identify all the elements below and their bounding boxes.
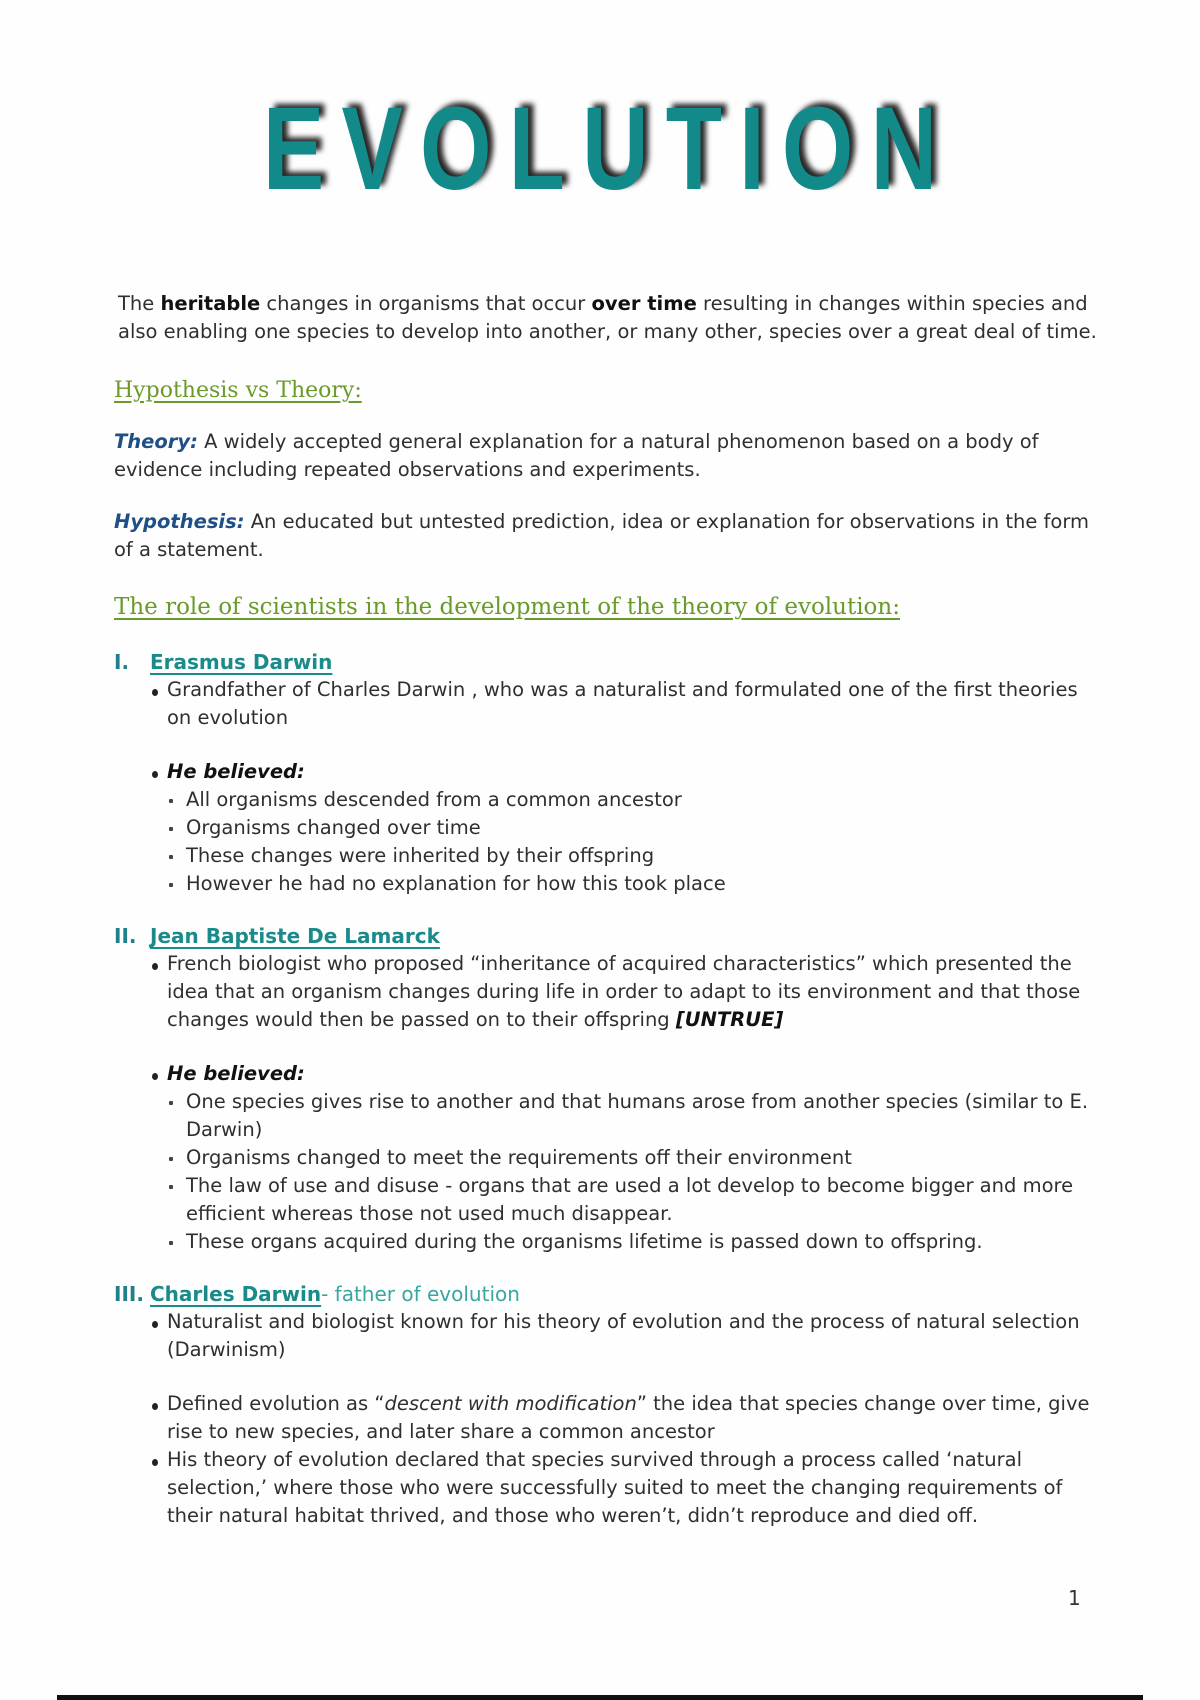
hypothesis-definition (114, 508, 1104, 564)
page-number: 1 (1068, 1586, 1081, 1610)
heading-hypothesis-vs-theory: Hypothesis vs Theory: (114, 378, 362, 403)
intro-text: resulting in changes within species and also enabling one species to develop into another, or many other, species over a great deal of time. (118, 292, 1097, 343)
list-item: Grandfather of Charles Darwin , who was a naturalist and formulated one of the first theories on evolution (150, 676, 1104, 732)
bullet-list (150, 950, 1104, 1256)
list-item-believed (150, 1060, 1104, 1256)
sub-list-item: These changes were inherited by their offspring (167, 842, 1104, 870)
bullet-list (150, 676, 1104, 898)
description-text: French biologist who proposed “inheritance of acquired characteristics” which presented the idea that an organism changes during life in order to adapt to its environment and that those changes would then be passed on to their offspring (167, 952, 1081, 1031)
scientist-section-charles-darwin (114, 1280, 1104, 1530)
sub-list-item: However he had no explanation for how this took place (167, 870, 1104, 898)
heading-role-of-scientists: The role of scientists in the development of the theory of evolution: (114, 594, 900, 620)
believed-label: He believed: (167, 760, 305, 783)
bullet-list (150, 1308, 1104, 1530)
untrue-tag: [UNTRUE] (675, 1008, 784, 1031)
hypothesis-text: An educated but untested prediction, idea or explanation for observations in the form of a statement. (114, 510, 1090, 561)
point-text: ” the idea that species change over time, give rise to new species, and later share a common ancestor (167, 1392, 1090, 1443)
page-title: EVOLUTION (262, 83, 955, 215)
sub-list-item: Organisms changed to meet the requirements off their environment (167, 1144, 1104, 1172)
scientist-heading (114, 1280, 1104, 1308)
roman-numeral: III. (114, 1282, 144, 1306)
sub-list-item: Organisms changed over time (167, 814, 1104, 842)
emphasis-descent-with-modification: descent with modification (384, 1392, 637, 1415)
sub-list-item: The law of use and disuse - organs that are used a lot develop to become bigger and more efficient whereas those not used much disappear. (167, 1172, 1104, 1228)
scientist-subtitle: - father of evolution (321, 1282, 520, 1306)
scientist-heading (114, 922, 1104, 950)
point-text: Defined evolution as “ (167, 1392, 385, 1415)
scientist-name: Erasmus Darwin (150, 650, 333, 674)
roman-numeral: II. (114, 924, 137, 948)
sub-list-item: One species gives rise to another and that humans arose from another species (similar to E. Darwin) (167, 1088, 1104, 1144)
list-item: Naturalist and biologist known for his theory of evolution and the process of natural selection (Darwinism) (150, 1308, 1104, 1364)
intro-bold-over-time: over time (591, 292, 697, 315)
believed-label: He believed: (167, 1062, 305, 1085)
list-item: His theory of evolution declared that species survived through a process called ‘natural selection,’ where those who were successfully suited to meet the changing requirements of their natural habitat thrived, and those who weren’t, didn’t reproduce and died off. (150, 1446, 1104, 1530)
sub-list-item: All organisms descended from a common ancestor (167, 786, 1104, 814)
sub-bullet-list (167, 1088, 1104, 1256)
intro-bold-heritable: heritable (160, 292, 261, 315)
document-body (114, 290, 1104, 1530)
roman-numeral: I. (114, 650, 130, 674)
scientist-heading (114, 648, 1104, 676)
hypothesis-term: Hypothesis: (114, 510, 245, 533)
list-item (150, 1390, 1104, 1446)
sub-bullet-list (167, 786, 1104, 898)
page-bottom-divider (57, 1695, 1143, 1700)
list-item-believed (150, 758, 1104, 898)
scientist-name: Charles Darwin (150, 1282, 322, 1306)
scientist-section-erasmus (114, 648, 1104, 898)
theory-definition (114, 428, 1104, 484)
scientist-section-lamarck (114, 922, 1104, 1256)
intro-text: The (118, 292, 161, 315)
list-item (150, 950, 1104, 1034)
theory-term: Theory: (114, 430, 198, 453)
theory-text: A widely accepted general explanation for a natural phenomenon based on a body of evidence including repeated observations and experiments. (114, 430, 1039, 481)
scientist-name: Jean Baptiste De Lamarck (150, 924, 440, 948)
intro-paragraph (114, 290, 1104, 346)
sub-list-item: These organs acquired during the organisms lifetime is passed down to offspring. (167, 1228, 1104, 1256)
intro-text: changes in organisms that occur (260, 292, 592, 315)
